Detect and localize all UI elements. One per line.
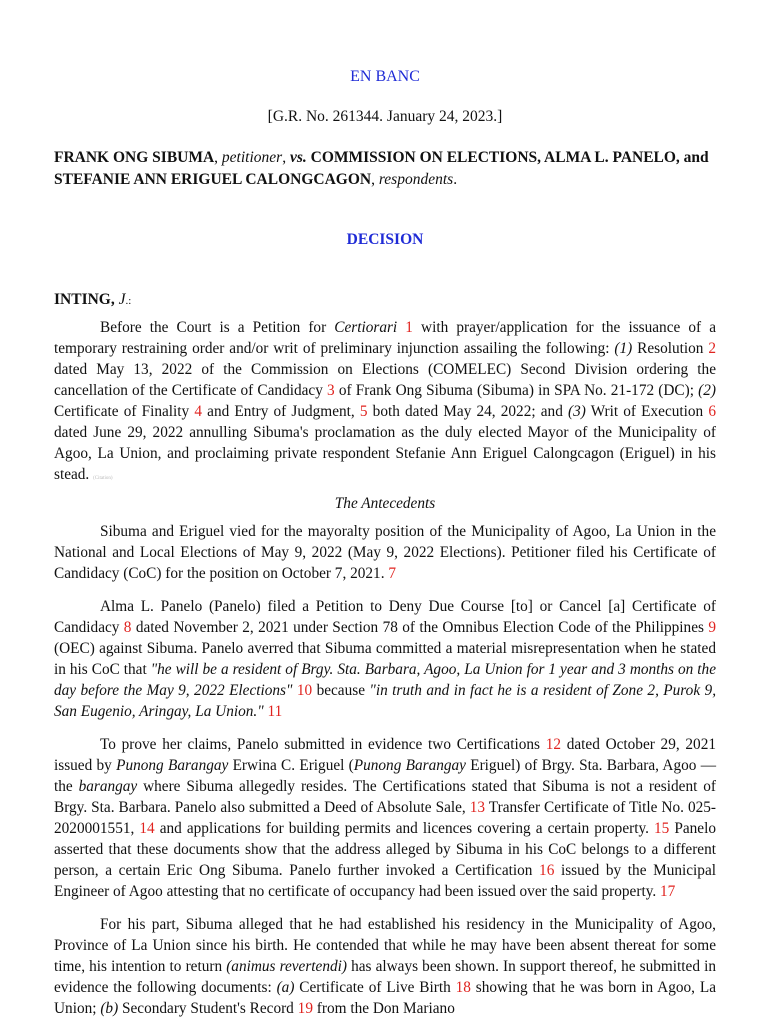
footnote-link[interactable]: 11 <box>267 703 283 720</box>
paragraph-1: Before the Court is a Petition for Certiorari 1 with prayer/application for the issuance of a temporary restraining order and/or writ of preliminary injunction assailing the following: (1) Resolution 2 dated May 13, 2022 of the Commission on Elections (COMELEC) Second Division ordering the cancellation of the Certificate of Candidacy 3 of Frank Ong Sibuma (Sibuma) in SPA No. 21-172 (DC); (2) Certificate of Finality 4 and Entry of Judgment, 5 both dated May 24, 2022; and (3) Writ of Execution 6 dated June 29, 2022 annulling Sibuma's proclamation as the duly elected Mayor of the Municipality of Agoo, La Union, and proclaiming private respondent Stefanie Ann Eriguel Calongcagon (Eriguel) in his stead. (Citation) <box>54 319 717 483</box>
footnote-link[interactable]: 10 <box>296 682 313 699</box>
footnote-link[interactable]: 15 <box>654 820 670 837</box>
ponente <box>54 291 716 309</box>
decision-heading: DECISION <box>346 231 424 248</box>
petitioner-name: FRANK ONG SIBUMA <box>54 149 215 166</box>
case-number: [G.R. No. 261344. January 24, 2023.] <box>267 108 503 125</box>
ponente-name: INTING, <box>54 291 115 308</box>
footnote-link[interactable]: 18 <box>455 979 471 996</box>
footnote-link[interactable]: 13 <box>469 799 486 816</box>
footnote-link[interactable]: 1 <box>405 319 413 336</box>
footnote-link[interactable]: 4 <box>194 403 202 420</box>
footnote-link[interactable]: 9 <box>708 619 716 636</box>
petitioner-role: petitioner <box>221 149 283 166</box>
paragraph-2: Sibuma and Eriguel vied for the mayoralty position of the Municipality of Agoo, La Union in the National and Local Elections of May 9, 2022 (May 9, 2022 Elections). Petitioner filed his Certificate of Candidacy (CoC) for the position on October 7, 2021. 7 <box>54 523 716 582</box>
section-heading: The Antecedents <box>334 495 436 512</box>
footnote-link[interactable]: 7 <box>388 565 397 582</box>
footnote-link[interactable]: 12 <box>545 736 561 753</box>
ponente-title: J <box>118 291 126 308</box>
ponente-punct: .: <box>125 295 132 307</box>
paragraph-3: Alma L. Panelo (Panelo) filed a Petition to Deny Due Course [to] or Cancel [a] Certificate of Candidacy 8 dated November 2, 2021 under Section 78 of the Omnibus Election Code of the Philippines 9 (OEC) against Sibuma. Panelo averred that Sibuma committed a material misrepresentation when he stated in his CoC that "he will be a resident of Brgy. Sta. Barbara, Agoo, La Union for 1 year and 3 months on the day before the May 9, 2022 Elections" 10 because "in truth and in fact he is a resident of Zone 2, Purok 9, San Eugenio, Aringay, La Union." 11 <box>54 598 717 720</box>
footnote-link[interactable]: 2 <box>708 340 717 357</box>
paragraph-4: To prove her claims, Panelo submitted in evidence two Certifications 12 dated October 29, 2021 issued by Punong Barangay Erwina C. Eriguel (Punong Barangay Eriguel) of Brgy. Sta. Barbara, Agoo — the barangay where Sibuma allegedly resides. The Certifications stated that Sibuma is not a resident of Brgy. Sta. Barbara. Panelo also submitted a Deed of Absolute Sale, 13 Transfer Certificate of Title No. 025-2020001551, 14 and applications for building permits and licences covering a certain property. 15 Panelo asserted that these documents show that the address alleged by Sibuma in his CoC belongs to a different person, a certain Eric Ong Sibuma. Panelo further invoked a Certification 16 issued by the Municipal Engineer of Agoo attesting that no certificate of occupancy had been issued over the said property. 17 <box>54 736 716 900</box>
footnote-link[interactable]: 17 <box>660 883 676 900</box>
footnote-link[interactable]: 16 <box>539 862 555 879</box>
court-division: EN BANC <box>350 68 420 85</box>
paragraph-5: For his part, Sibuma alleged that he had established his residency in the Municipality of Agoo, Province of La Union since his birth. He contended that while he may have been absent thereat for some time, his intention to return (animus revertendi) has always been shown. In support thereof, he submitted in evidence the following documents: (a) Certificate of Live Birth 18 showing that he was born in Agoo, La Union; (b) Secondary Student's Record 19 from the Don Mariano <box>54 916 716 1017</box>
footnote-link[interactable]: 3 <box>327 382 335 399</box>
document-page <box>54 60 716 1019</box>
footnote-link[interactable]: 14 <box>139 820 155 837</box>
citation-tag[interactable]: (Citation) <box>93 476 113 481</box>
case-title: FRANK ONG SIBUMA, petitioner, vs. COMMISSION ON ELECTIONS, ALMA L. PANELO, and STEFANIE ANN ERIGUEL CALONGCAGON, respondents. <box>54 149 709 188</box>
respondents-names: COMMISSION ON ELECTIONS, ALMA L. PANELO, and STEFANIE ANN ERIGUEL CALONGCAGON <box>54 149 709 188</box>
respondents-role: respondents <box>378 171 454 188</box>
footnote-link[interactable]: 5 <box>359 403 368 420</box>
footnote-link[interactable]: 8 <box>123 619 132 636</box>
versus: vs. <box>289 149 307 166</box>
footnote-link[interactable]: 19 <box>297 1000 313 1017</box>
footnote-link[interactable]: 6 <box>708 403 717 420</box>
